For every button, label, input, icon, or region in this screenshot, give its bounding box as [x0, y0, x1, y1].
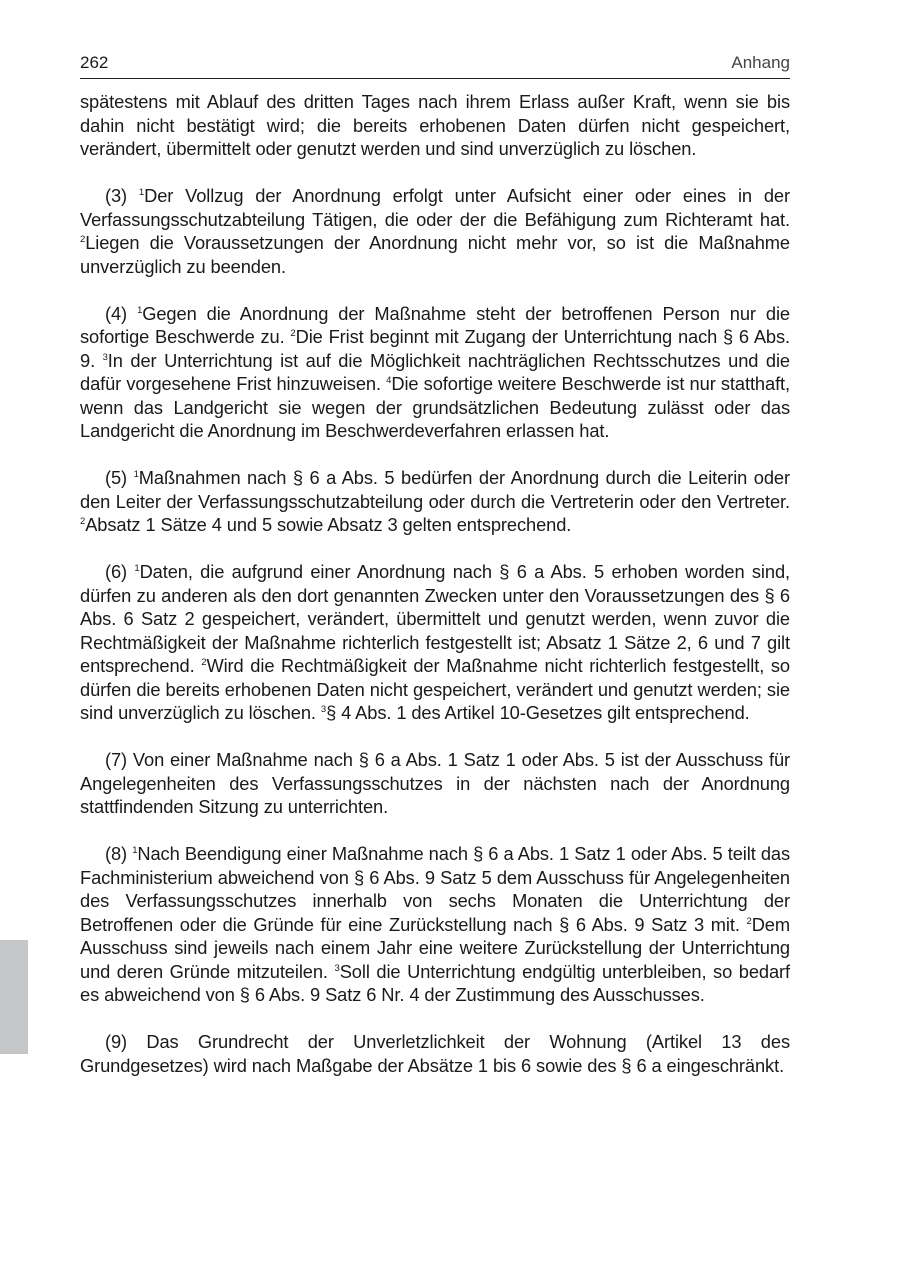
- sentence-number: 1: [137, 304, 143, 316]
- page-header: [80, 52, 790, 79]
- sentence-number: 1: [132, 845, 138, 856]
- paragraph-8: (8) $^1$Nach Beendigung einer Maßnahme nach § 6 a Abs. 1 Satz 1 oder Abs. 5 teilt das Fachministerium abweichend von § 6 Abs. 9 Satz 5 dem Ausschuss für Angelegenheiten des Verfassungsschutzes innerhalb von sechs Monaten die Unterrichtung der Betroffenen oder die Gründe für eine Zurückstellung nach § 6 Abs. 9 Satz 3 mit. $^2$Dem Ausschuss sind jeweils nach einem Jahr eine weitere Zurückstellung der Unterrichtung und deren Gründe mitzuteilen. $^3$Soll die Unterrichtung endgültig unterbleiben, so bedarf es abweichend von § 6 Abs. 9 Satz 6 Nr. 4 der Zustimmung des Ausschusses.: [80, 843, 790, 1005]
- paragraph-continued: spätestens mit Ablauf des dritten Tages nach ihrem Erlass außer Kraft, wenn sie bis dahin nicht bestätigt wird; die bereits erhobenen Daten dürfen nicht gespeichert, verändert, übermittelt oder genutzt werden und sind unverzüglich zu löschen.: [80, 91, 790, 159]
- paragraph-5: (5) $^1$Maßnahmen nach § 6 a Abs. 5 bedürfen der Anordnung durch die Leiterin oder den Leiter der Verfassungsschutzabteilung oder durch die Vertreterin oder den Vertreter. $^2$Absatz 1 Sätze 4 und 5 sowie Absatz 3 gelten entsprechend.: [80, 467, 790, 535]
- paragraph-3: (3) $^1$Der Vollzug der Anordnung erfolgt unter Aufsicht einer oder eines in der Verfassungsschutzabteilung Tätigen, die oder der die Befähigung zum Richteramt hat. $^2$Liegen die Voraussetzungen der Anordnung nicht mehr vor, so ist die Maßnahme unverzüglich zu beenden.: [80, 185, 790, 277]
- page-body: [80, 90, 790, 1101]
- sentence-number: 3: [320, 704, 327, 715]
- sentence-number: 2: [746, 915, 752, 927]
- running-header-section: Anhang: [731, 53, 790, 72]
- sentence-number: 4: [386, 375, 392, 386]
- sentence-number: 2: [201, 657, 207, 668]
- paragraph-4: (4) $^1$Gegen die Anordnung der Maßnahme steht der betroffenen Person nur die sofortige Beschwerde zu. $^2$Die Frist beginnt mit Zugang der Unterrichtung nach § 6 Abs. 9. $^3$In der Unterrichtung ist auf die Möglichkeit nachträglichen Rechtsschutzes und die dafür vorgesehene Frist hinzuweisen. $^4$Die sofortige weitere Beschwerde ist nur statthaft, wenn das Landgericht sie wegen der grundsätzlichen Bedeutung zulässt oder das Landgericht die Anordnung im Beschwerdeverfahren erlassen hat.: [80, 302, 791, 441]
- sentence-number: 1: [138, 187, 145, 198]
- sentence-number: 2: [80, 516, 86, 527]
- paragraph-7: (7) Von einer Maßnahme nach § 6 a Abs. 1 Satz 1 oder Abs. 5 ist der Ausschuss für Angelegenheiten des Verfassungsschutzes in der nächsten nach der Anordnung stattfindenden Sitzung zu unterrichten.: [80, 749, 790, 817]
- sentence-number: 1: [134, 563, 140, 574]
- sentence-number: 1: [133, 469, 139, 480]
- sentence-number: 3: [334, 962, 340, 974]
- page-number: 262: [80, 53, 109, 72]
- sentence-number: 2: [290, 328, 296, 339]
- paragraph-6: (6) $^1$Daten, die aufgrund einer Anordnung nach § 6 a Abs. 5 erhoben worden sind, dürfen zu anderen als den dort genannten Zwecken unter den Voraussetzungen des § 6 Abs. 6 Satz 2 gespeichert, verändert, übermittelt und genutzt werden, wenn zuvor die Rechtmäßigkeit der Maßnahme richterlich festgestellt ist; Absatz 1 Sätze 2, 6 und 7 gilt entsprechend. $^2$Wird die Rechtmäßigkeit der Maßnahme nicht richterlich festgestellt, so dürfen die bereits erhobenen Daten nicht gespeichert, verändert und genutzt werden; sie sind unverzüglich zu löschen. $^3$§ 4 Abs. 1 des Artikel 10-Gesetzes gilt entsprechend.: [80, 561, 790, 723]
- chapter-thumb-tab: [0, 940, 28, 1054]
- sentence-number: 3: [102, 351, 108, 363]
- paragraph-9: (9) Das Grundrecht der Unverletzlichkeit der Wohnung (Artikel 13 des Grundgesetzes) wird nach Maßgabe der Absätze 1 bis 6 sowie des § 6 a eingeschränkt.: [80, 1031, 790, 1076]
- sentence-number: 2: [80, 234, 86, 245]
